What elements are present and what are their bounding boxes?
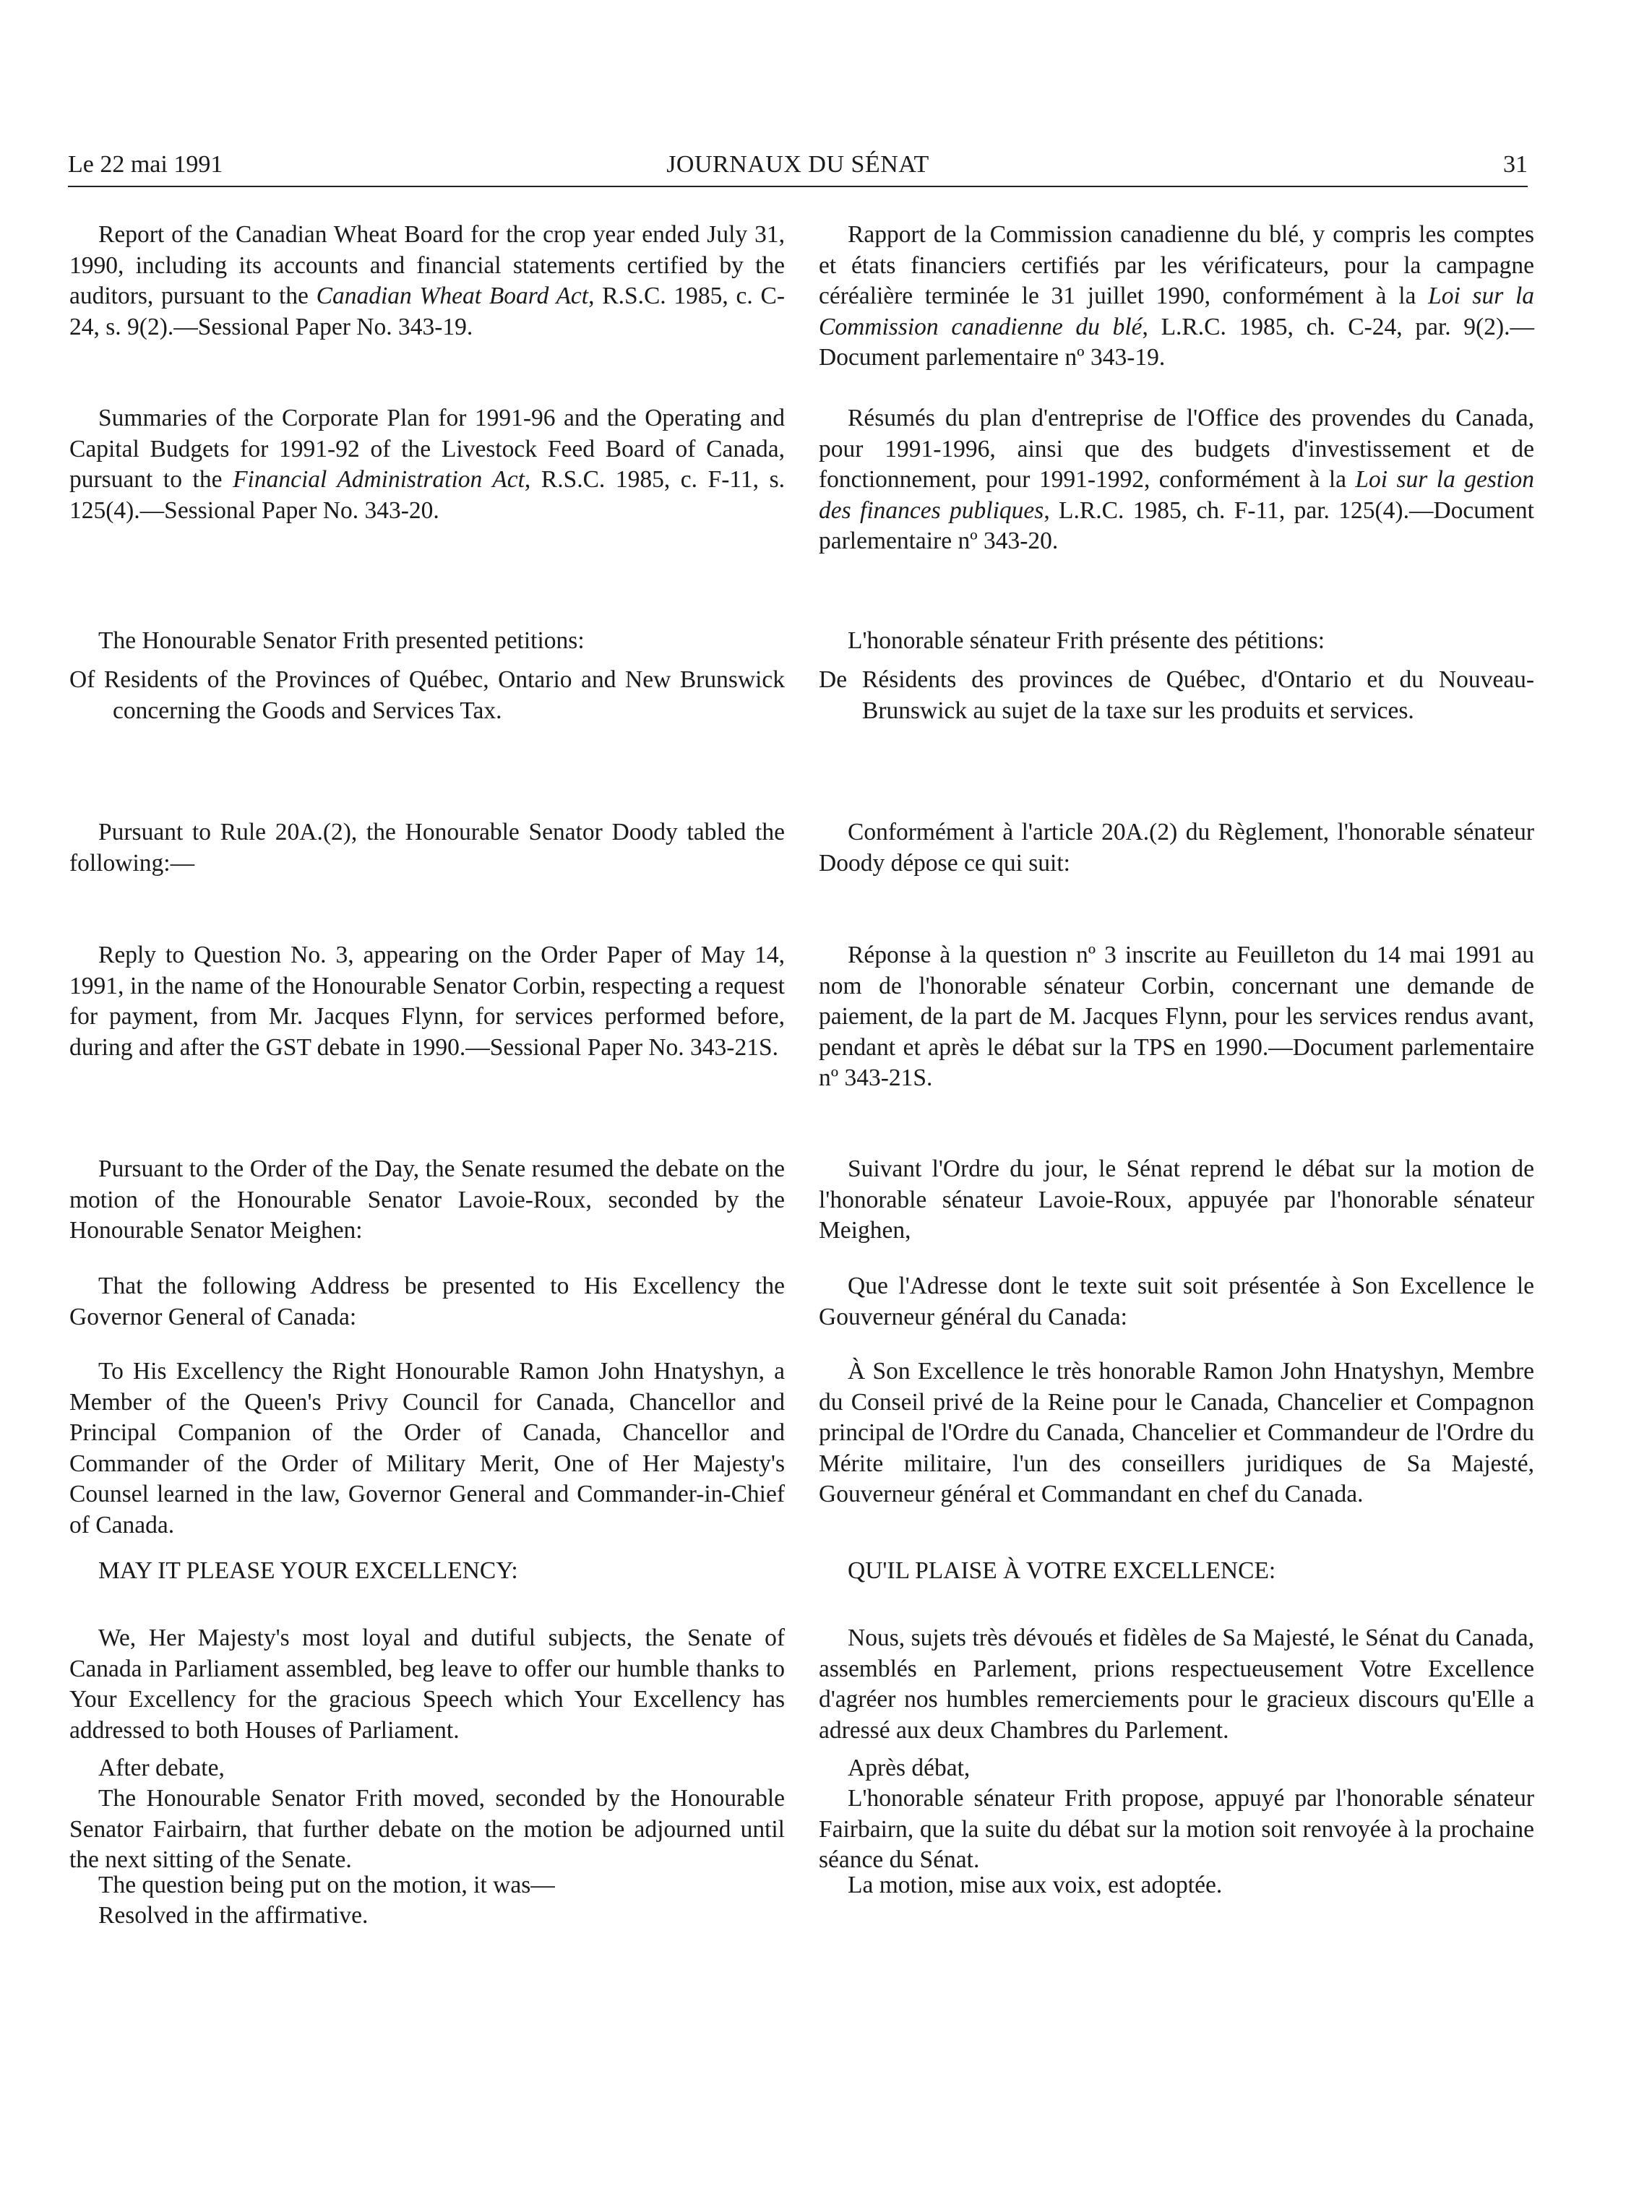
fr-apres-debat: Après débat,	[848, 1755, 971, 1781]
fr-motion-adoptee: La motion, mise aux voix, est adoptée.	[848, 1872, 1223, 1898]
en-address-salutation: To His Excellency the Right Honourable Ramon John Hnatyshyn, a Member of the Queen's Privy Council for Canada, Chancellor and Principal Companion of the Order of Canada, Chancellor and Commander of the Order of Military Merit, One of Her Majesty's Counsel learned in the law, Governor General and Commander-in-Chief of Canada.	[69, 1358, 785, 1538]
en-may-it-please: MAY IT PLEASE YOUR EXCELLENCY:	[98, 1557, 518, 1584]
fr-renvoi-motion: L'honorable sénateur Frith propose, appuyé par l'honorable sénateur Fairbairn, que la suite du débat sur la motion soit renvoyée à la prochaine séance du Sénat.	[819, 1785, 1534, 1873]
en-reply-question: Reply to Question No. 3, appearing on the Order Paper of May 14, 1991, in the name of the Honourable Senator Corbin, respecting a request for payment, from Mr. Jacques Flynn, for services performed before, during and after the GST debate in 1990.—Sessional Paper No. 343-21S.	[69, 942, 785, 1061]
fr-article-depose: Conformément à l'article 20A.(2) du Règlement, l'honorable sénateur Doody dépose ce qui suit:	[819, 819, 1534, 877]
header-title: JOURNAUX DU SÉNAT	[666, 151, 929, 178]
en-summaries-livestock: Summaries of the Corporate Plan for 1991-96 and the Operating and Capital Budgets for 1991-92 of the Livestock Feed Board of Canada, pursuant to the Financial Administration Act, R.S.C. 1985, c. F-11, s. 125(4).—Sessional Paper No. 343-20.	[69, 405, 786, 524]
header-date: Le 22 mai 1991	[68, 151, 223, 178]
fr-loi-title: Loi sur la gestion des finances publiques	[819, 466, 1534, 524]
fr-petitions-residents: De Résidents des provinces de Québec, d'Ontario et du Nouveau-Brunswick au sujet de la taxe sur les produits et services.	[819, 666, 1534, 724]
en-petitions-intro: The Honourable Senator Frith presented petitions:	[98, 627, 585, 654]
en-report-wheat-board: Report of the Canadian Wheat Board for the crop year ended July 31, 1990, including its accounts and financial statements certified by the auditors, pursuant to the Canadian Wheat Board Act, R.S.C. 1985, c. C-24, s. 9(2).—Sessional Paper No. 343-19.	[69, 221, 785, 340]
en-act-title: Canadian Wheat Board Act	[316, 283, 589, 309]
en-act-title: Financial Administration Act	[233, 466, 525, 493]
fr-adresse-salutation: À Son Excellence le très honorable Ramon John Hnatyshyn, Membre du Conseil privé de la Reine pour le Canada, Chancelier et Compagnon principal de l'Ordre du Canada, Chancelier et Commandeur de l'Ordre du Mérite militaire, l'un des conseillers juridiques de Sa Majesté, Gouverneur général et Commandant en chef du Canada.	[819, 1358, 1534, 1507]
header-rule	[68, 186, 1528, 187]
en-rule-tabled: Pursuant to Rule 20A.(2), the Honourable Senator Doody tabled the following:—	[69, 819, 785, 877]
fr-petitions-intro: L'honorable sénateur Frith présente des pétitions:	[848, 627, 1325, 654]
fr-resumes-provendes: Résumés du plan d'entreprise de l'Office des provendes du Canada, pour 1991-1996, ainsi que des budgets d'investissement et de fonctionnement, pour 1991-1992, conformément à la Loi sur la gestion des finances publiques, L.R.C. 1985, ch. F-11, par. 125(4).—Document parlementaire nº 343-20.	[819, 405, 1534, 554]
fr-loi-title: Loi sur la Commission canadienne du blé	[819, 283, 1534, 340]
en-resolved: Resolved in the affirmative.	[98, 1902, 369, 1929]
fr-rapport-commission-ble: Rapport de la Commission canadienne du blé, y compris les comptes et états financiers certifiés par les vérificateurs, pour la campagne céréalière terminée le 31 juillet 1990, conformément à la Loi sur la Commission canadienne du blé, L.R.C. 1985, ch. C-24, par. 9(2).—Document parlementaire nº 343-19.	[819, 221, 1534, 371]
en-after-debate: After debate,	[98, 1755, 225, 1781]
en-order-of-day: Pursuant to the Order of the Day, the Senate resumed the debate on the motion of the Honourable Senator Lavoie-Roux, seconded by the Honourable Senator Meighen:	[69, 1156, 785, 1244]
en-loyal-subjects: We, Her Majesty's most loyal and dutiful subjects, the Senate of Canada in Parliament assembled, beg leave to offer our humble thanks to Your Excellency for the gracious Speech which Your Excellency has addressed to both Houses of Parliament.	[69, 1624, 785, 1744]
en-question-put: The question being put on the motion, it was—	[98, 1872, 555, 1898]
fr-reponse-question: Réponse à la question nº 3 inscrite au Feuilleton du 14 mai 1991 au nom de l'honorable sénateur Corbin, concernant une demande de paiement, de la part de M. Jacques Flynn, pour les services rendus avant, pendant et après le débat sur la TPS en 1990.—Document parlementaire nº 343-21S.	[819, 942, 1534, 1091]
fr-sujets-devoues: Nous, sujets très dévoués et fidèles de Sa Majesté, le Sénat du Canada, assemblés en Parlement, prions respectueusement Votre Excellence d'agréer nos humbles remerciements pour le gracieux discours qu'Elle a adressé aux deux Chambres du Parlement.	[819, 1624, 1534, 1744]
fr-adresse-motion: Que l'Adresse dont le texte suit soit présentée à Son Excellence le Gouverneur général du Canada:	[819, 1273, 1534, 1330]
en-address-motion: That the following Address be presented to His Excellency the Governor General of Canada:	[69, 1273, 785, 1330]
page-number: 31	[1503, 151, 1528, 178]
page-header	[68, 149, 1528, 184]
fr-ordre-du-jour: Suivant l'Ordre du jour, le Sénat reprend le débat sur la motion de l'honorable sénateur Lavoie-Roux, appuyée par l'honorable sénateur Meighen,	[819, 1156, 1534, 1244]
en-adjourn-motion: The Honourable Senator Frith moved, seconded by the Honourable Senator Fairbairn, that further debate on the motion be adjourned until the next sitting of the Senate.	[69, 1785, 785, 1873]
fr-quil-plaise: QU'IL PLAISE À VOTRE EXCELLENCE:	[848, 1557, 1276, 1584]
en-petitions-residents: Of Residents of the Provinces of Québec, Ontario and New Brunswick concerning the Goods and Services Tax.	[69, 666, 785, 724]
